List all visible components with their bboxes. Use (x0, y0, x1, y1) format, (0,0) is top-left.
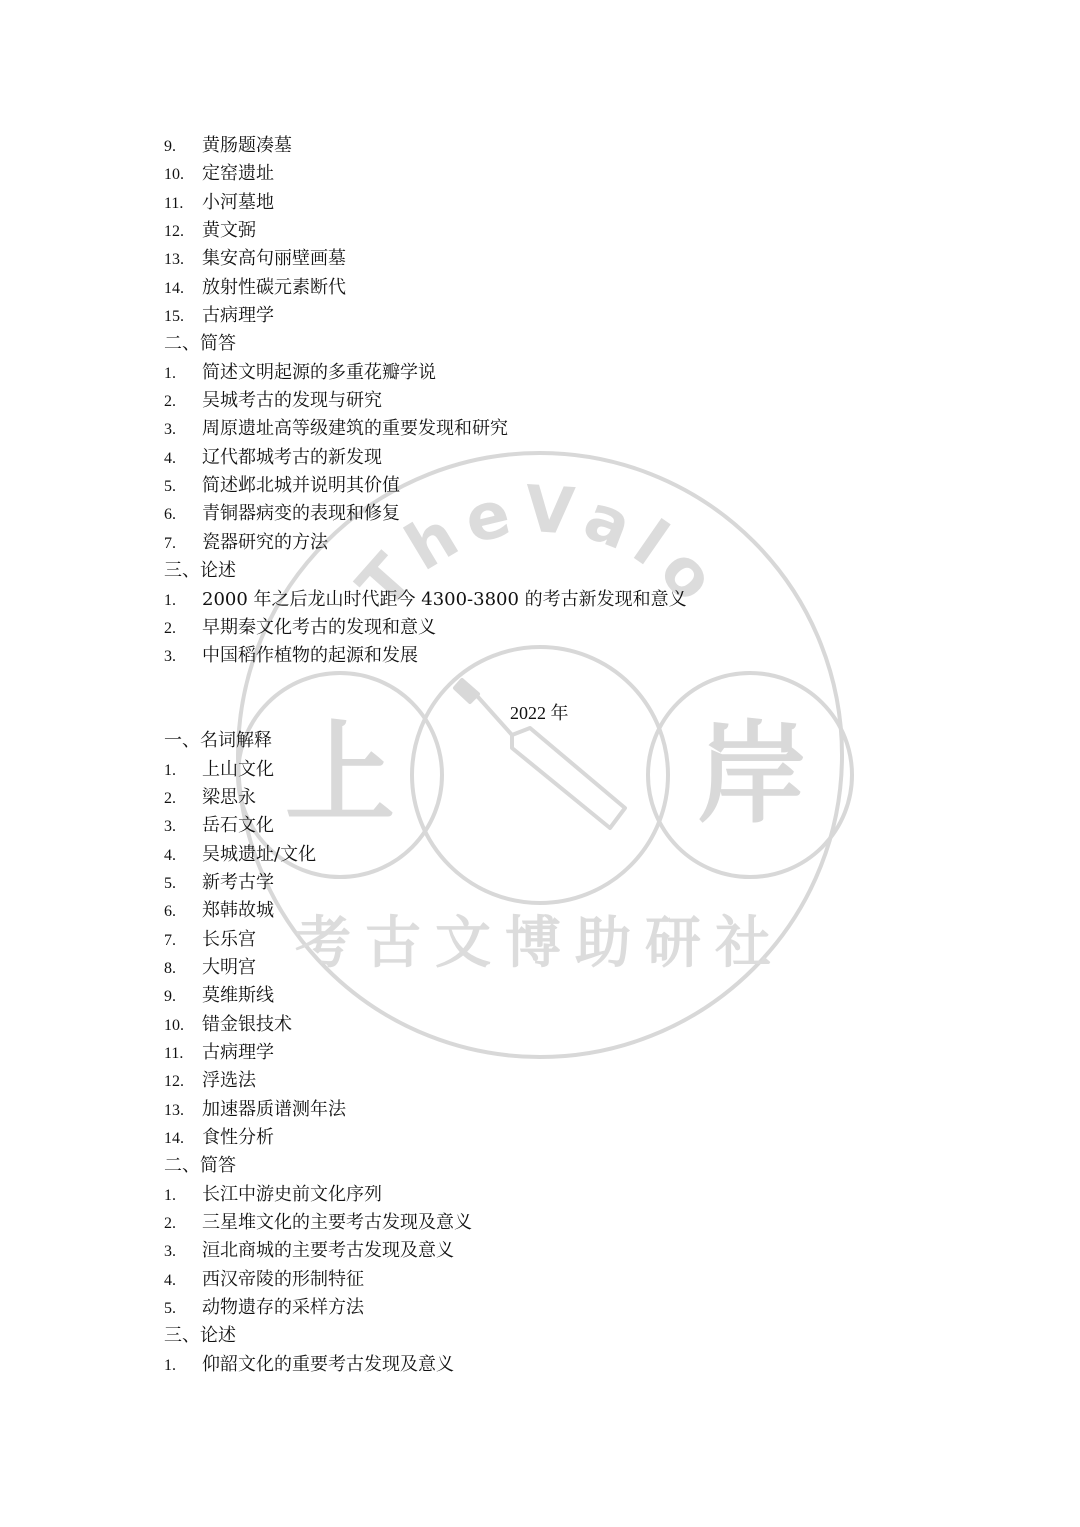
item-text: 郑韩故城 (202, 900, 274, 922)
part1-short-heading: 二、简答 (164, 333, 236, 355)
part2-short-heading: 二、简答 (164, 1155, 236, 1177)
part2-terms-heading: 一、名词解释 (164, 730, 272, 752)
list-item (164, 529, 964, 557)
list-item (164, 586, 964, 614)
item-number: 3. (164, 421, 176, 439)
list-item (164, 1011, 964, 1039)
list-item (164, 1294, 964, 1322)
item-number: 10. (164, 166, 184, 184)
list-item (164, 897, 964, 925)
item-text: 周原遗址高等级建筑的重要发现和研究 (202, 418, 508, 440)
list-item (164, 1266, 964, 1294)
item-text: 瓷器研究的方法 (202, 531, 328, 553)
list-item (164, 160, 964, 188)
part2-essay-list (164, 1351, 964, 1379)
item-number: 7. (164, 534, 176, 552)
part1-essay-list (164, 586, 964, 671)
list-item (164, 1209, 964, 1237)
item-number: 13. (164, 1101, 184, 1119)
list-item (164, 841, 964, 869)
item-text: 简述文明起源的多重花瓣学说 (202, 361, 436, 383)
list-item (164, 217, 964, 245)
item-number: 1. (164, 1186, 176, 1204)
item-text: 吴城遗址/文化 (202, 843, 317, 865)
item-text: 长江中游史前文化序列 (202, 1183, 382, 1205)
item-text: 梁思永 (202, 786, 256, 808)
item-text: 错金银技术 (202, 1013, 292, 1035)
exam-questions-content (164, 132, 964, 1379)
list-item (164, 1237, 964, 1265)
list-item (164, 472, 964, 500)
item-text: 加速器质谱测年法 (202, 1098, 346, 1120)
item-text: 古病理学 (202, 1042, 274, 1063)
item-number: 12. (164, 223, 184, 241)
list-item (164, 444, 964, 472)
list-item (164, 1351, 964, 1379)
item-number: 6. (164, 506, 176, 524)
item-number: 5. (164, 478, 176, 496)
list-item (164, 1067, 964, 1095)
item-text: 定窑遗址 (202, 163, 274, 185)
item-number: 8. (164, 959, 176, 977)
list-item (164, 1039, 964, 1067)
watermark-bottom-text: 考古文博助研社 (295, 911, 785, 976)
list-item (164, 274, 964, 302)
item-number: 2. (164, 1215, 176, 1233)
list-item (164, 642, 964, 670)
list-item (164, 387, 964, 415)
list-item (164, 982, 964, 1010)
watermark-right-char: 岸 (697, 710, 807, 838)
item-number: 2. (164, 789, 176, 807)
item-number: 2. (164, 393, 176, 411)
item-number: 5. (164, 874, 176, 892)
list-item (164, 869, 964, 897)
watermark-arc-text: TheValo (344, 472, 736, 624)
item-number: 14. (164, 279, 184, 297)
item-text: 仰韶文化的重要考古发现及意义 (202, 1353, 454, 1375)
item-number: 11. (164, 194, 184, 212)
item-number: 1. (164, 761, 176, 779)
list-item (164, 500, 964, 528)
list-item (164, 812, 964, 840)
item-text: 黄文弼 (202, 220, 256, 242)
list-item (164, 1096, 964, 1124)
list-item (164, 926, 964, 954)
list-item (164, 189, 964, 217)
item-number: 9. (164, 988, 176, 1006)
item-text: 大明宫 (202, 956, 256, 978)
list-item (164, 784, 964, 812)
item-text: 简述邺北城并说明其价值 (202, 475, 400, 497)
list-item (164, 245, 964, 273)
list-item (164, 132, 964, 160)
part1-terms-list (164, 132, 964, 330)
item-number: 9. (164, 138, 176, 155)
item-number: 13. (164, 251, 184, 269)
list-item (164, 614, 964, 642)
part2-essay-heading: 三、论述 (164, 1325, 236, 1347)
part1-short-list (164, 359, 964, 557)
watermark-left-char: 上 (285, 710, 395, 838)
item-number: 10. (164, 1016, 184, 1034)
list-item (164, 415, 964, 443)
item-number: 11. (164, 1045, 184, 1062)
list-item (164, 359, 964, 387)
item-number: 6. (164, 903, 176, 921)
item-number: 4. (164, 1271, 176, 1289)
list-item (164, 756, 964, 784)
item-text: 岳石文化 (202, 815, 274, 837)
item-text: 早期秦文化考古的发现和意义 (202, 616, 436, 638)
item-text: 新考古学 (202, 871, 274, 893)
item-number: 4. (164, 449, 176, 467)
item-text: 长乐宫 (202, 928, 256, 950)
item-number: 3. (164, 1243, 176, 1261)
item-text: 洹北商城的主要考古发现及意义 (202, 1240, 454, 1262)
item-text: 中国稻作植物的起源和发展 (202, 645, 418, 667)
item-number: 4. (164, 846, 176, 864)
part1-essay-heading: 三、论述 (164, 560, 236, 582)
item-text: 辽代都城考古的新发现 (202, 446, 382, 468)
item-text: 三星堆文化的主要考古发现及意义 (202, 1212, 472, 1234)
list-item (164, 1181, 964, 1209)
list-item (164, 1124, 964, 1152)
part2-short-list (164, 1181, 964, 1323)
item-number: 1. (164, 1356, 176, 1374)
item-number: 1. (164, 591, 176, 609)
item-number: 5. (164, 1300, 176, 1318)
item-text: 食性分析 (202, 1127, 274, 1149)
item-text: 黄肠题凑墓 (202, 135, 292, 156)
item-text: 吴城考古的发现与研究 (202, 390, 382, 412)
item-text: 莫维斯线 (202, 985, 274, 1007)
year-title: 2022 年 (510, 702, 569, 723)
item-number: 12. (164, 1073, 184, 1091)
list-item (164, 954, 964, 982)
item-number: 7. (164, 931, 176, 949)
item-number: 3. (164, 818, 176, 836)
part2-terms-list (164, 756, 964, 1153)
item-number: 15. (164, 308, 184, 326)
item-text: 动物遗存的采样方法 (202, 1297, 364, 1319)
item-text: 集安高句丽壁画墓 (202, 248, 346, 270)
item-text: 小河墓地 (202, 191, 274, 213)
item-text: 浮选法 (202, 1070, 256, 1092)
item-number: 14. (164, 1130, 184, 1148)
item-text: 西汉帝陵的形制特征 (202, 1268, 364, 1290)
list-item (164, 302, 964, 330)
item-text: 青铜器病变的表现和修复 (202, 503, 400, 525)
item-number: 2. (164, 619, 176, 637)
item-text: 2000 年之后龙山时代距今 4300-3800 的考古新发现和意义 (202, 588, 687, 610)
item-number: 3. (164, 648, 176, 666)
item-text: 古病理学 (202, 305, 274, 327)
item-text: 上山文化 (202, 758, 274, 780)
item-text: 放射性碳元素断代 (202, 276, 346, 298)
item-number: 1. (164, 364, 176, 382)
